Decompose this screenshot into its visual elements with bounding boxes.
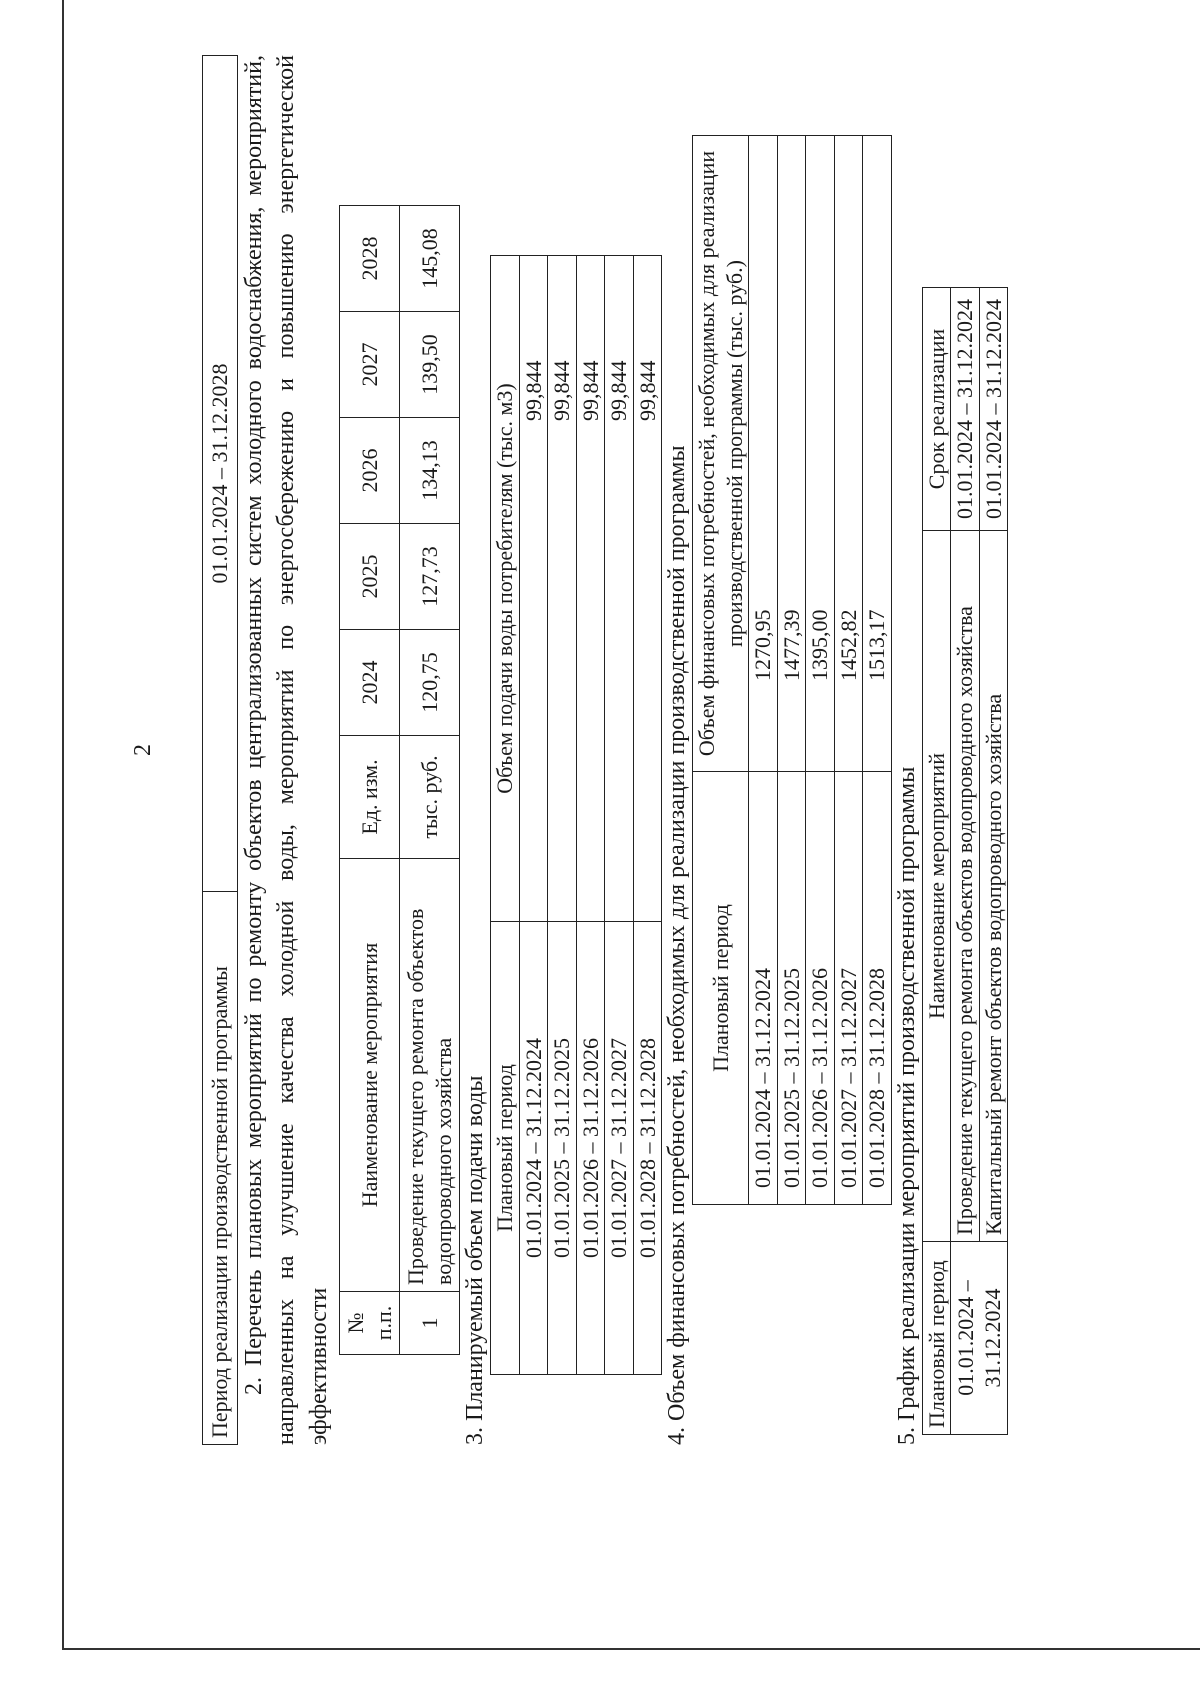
table-row [951,288,980,1435]
col-header-2024: 2024 [340,630,400,736]
cell-unit: тыс. руб. [400,736,460,859]
col-header-number: № п.п. [340,1292,400,1355]
period-value: 01.01.2024 – 31.12.2028 [203,56,238,892]
cell-deadline: 01.01.2024 – 31.12.2024 [951,288,980,531]
cell-period: 01.01.2028 – 31.12.2028 [863,772,892,1205]
table-row [519,256,548,1375]
cell-period: 01.01.2028 – 31.12.2028 [633,922,662,1375]
cell-period: 01.01.2024 – 31.12.2024 [749,772,778,1205]
col-header-period: Плановый период [693,772,749,1205]
section-4-title: 4. Объем финансовых потребностей, необходимых для реализации производственной программы [664,445,691,1445]
cell-2025: 127,73 [400,524,460,630]
page-number: 2 [130,744,156,756]
table-row [576,256,605,1375]
table-row [605,256,634,1375]
cell-water-volume: 99,844 [605,256,634,922]
rotated-document-page [130,55,1070,1445]
cell-period: 01.01.2027 – 31.12.2027 [605,922,634,1375]
cell-period: 01.01.2026 – 31.12.2026 [806,772,835,1205]
cell-deadline: 01.01.2024 – 31.12.2024 [979,288,1008,531]
financial-needs-table [692,135,892,1205]
cell-period: 01.01.2025 – 31.12.2025 [548,922,577,1375]
col-header-2028: 2028 [340,206,400,312]
cell-financial-volume: 1395,00 [806,136,835,772]
section-3-title: 3. Планируемый объем подачи воды [462,1075,489,1445]
cell-period: 01.01.2024 – 31.12.2024 [951,1242,1008,1435]
col-header-unit: Ед. изм. [340,736,400,859]
cell-financial-volume: 1270,95 [749,136,778,772]
schedule-table [922,287,1009,1435]
cell-period: 01.01.2026 – 31.12.2026 [576,922,605,1375]
section-5-title: 5. График реализации мероприятий производственной программы [893,766,920,1445]
cell-water-volume: 99,844 [633,256,662,922]
cell-event-name: Проведение текущего ремонта объектов водопроводного хозяйства [400,859,460,1292]
cell-period: 01.01.2027 – 31.12.2027 [834,772,863,1205]
period-table [202,55,238,1445]
table-row [749,136,778,1205]
cell-2026: 134,13 [400,418,460,524]
col-header-deadline: Срок реализации [922,288,951,531]
table-header-row [340,206,400,1355]
table-header-row [693,136,749,1205]
col-header-2025: 2025 [340,524,400,630]
cell-event-name: Проведение текущего ремонта объектов водопроводного хозяйства [951,531,980,1242]
cell-water-volume: 99,844 [519,256,548,922]
col-header-water-volume: Объем подачи воды потребителям (тыс. м3) [491,256,520,922]
cell-period: 01.01.2025 – 31.12.2025 [777,772,806,1205]
col-header-2027: 2027 [340,312,400,418]
cell-period: 01.01.2024 – 31.12.2024 [519,922,548,1375]
cell-financial-volume: 1477,39 [777,136,806,772]
table-row [400,206,460,1355]
cell-water-volume: 99,844 [548,256,577,922]
table-row [834,136,863,1205]
section-2-title: 2. Перечень плановых мероприятий по ремонту объектов централизованных систем холодного водоснабжения, мероприятий, направленных на улучшение качества холодной воды, мероприятий по энергосбережению и повышению энергетической эффективности [241,55,332,1445]
col-header-financial-volume: Объем финансовых потребностей, необходимых для реализации производственной программы (тыс. руб.) [693,136,749,772]
events-table [339,205,460,1355]
period-label: Период реализации производственной программы [203,892,238,1445]
cell-water-volume: 99,844 [576,256,605,922]
cell-event-name: Капитальный ремонт объектов водопроводного хозяйства [979,531,1008,1242]
col-header-period: Плановый период [491,922,520,1375]
col-header-event-name: Наименование мероприятия [340,859,400,1292]
table-row [863,136,892,1205]
table-header-row [922,288,951,1435]
table-row [806,136,835,1205]
table-header-row [491,256,520,1375]
cell-2028: 145,08 [400,206,460,312]
cell-2027: 139,50 [400,312,460,418]
col-header-2026: 2026 [340,418,400,524]
col-header-event-names: Наименование мероприятий [922,531,951,1242]
cell-2024: 120,75 [400,630,460,736]
water-supply-table [490,255,662,1375]
cell-financial-volume: 1513,17 [863,136,892,772]
table-row [633,256,662,1375]
table-row [777,136,806,1205]
cell-number: 1 [400,1292,460,1355]
table-row [548,256,577,1375]
cell-financial-volume: 1452,82 [834,136,863,772]
col-header-period: Плановый период [922,1242,951,1435]
table-row [203,56,238,1445]
